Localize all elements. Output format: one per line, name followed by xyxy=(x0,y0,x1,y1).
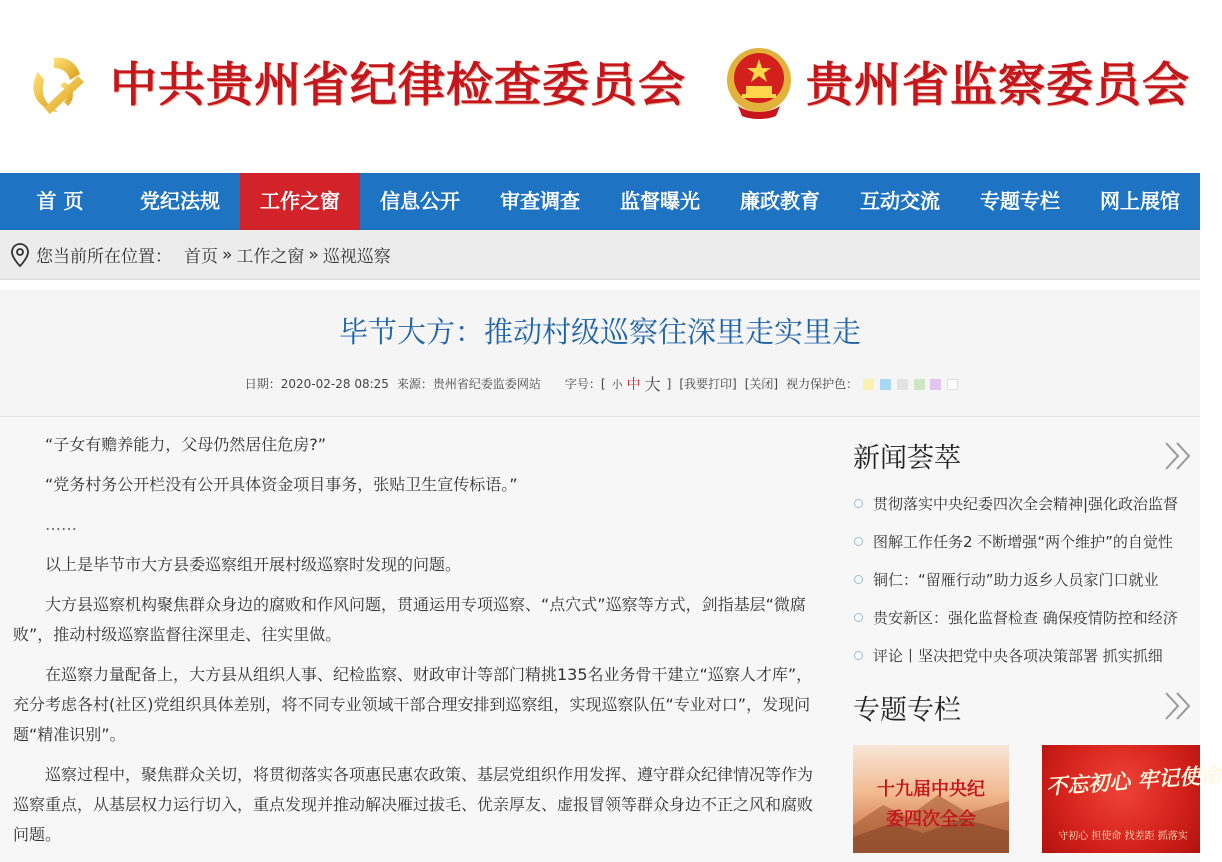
article-date: 日期：2020-02-28 08:25 xyxy=(244,377,389,391)
news-more-chevron-icon[interactable] xyxy=(1163,440,1193,472)
promo-original-aspiration-banner[interactable] xyxy=(1042,745,1222,853)
print-link[interactable]: [我要打印] xyxy=(679,377,737,391)
vision-color-swatch[interactable] xyxy=(947,379,958,390)
breadcrumb-inspection[interactable]: 巡视巡察 xyxy=(322,247,391,267)
news-item[interactable]: 贵安新区：强化监督检查 确保疫情防控和经济 xyxy=(853,602,1198,640)
location-pin-icon xyxy=(10,243,30,267)
font-size-medium-button[interactable]: 中 xyxy=(626,376,641,393)
national-emblem-icon xyxy=(724,44,794,120)
news-item[interactable]: 贯彻落实中央纪委四次全会精神|强化政治监督 xyxy=(853,488,1198,526)
vision-protection-label: 视力保护色： xyxy=(786,377,859,391)
article-paragraph: “子女有赡养能力，父母仍然居住危房?” xyxy=(45,435,327,454)
article-paragraph: 巡察过程中，聚焦群众关切，将贯彻落实各项惠民惠农政策、基层党组织作用发挥、遵守群众纪律情况等作为巡察重点，从基层权力运行切入，重点发现并推动解决雁过拔毛、优亲厚友、虚报冒领等群众身边不正之风和腐败问题。 xyxy=(13,765,814,844)
breadcrumb-separator: » xyxy=(308,244,319,265)
news-section-title: 新闻荟萃 xyxy=(853,443,961,474)
breadcrumb xyxy=(0,230,1200,280)
nav-item-regulations[interactable]: 党纪法规 xyxy=(140,189,220,213)
font-size-label: 字号：[ xyxy=(564,377,606,391)
vision-color-swatch[interactable] xyxy=(863,379,874,390)
nav-item-work-window[interactable]: 工作之窗 xyxy=(240,173,360,230)
font-size-large-button[interactable]: 大 xyxy=(644,375,661,394)
nav-item-home[interactable]: 首 页 xyxy=(36,189,84,213)
vision-color-swatch[interactable] xyxy=(880,379,891,390)
article-source: 来源：贵州省纪委监委网站 xyxy=(396,377,541,391)
article-title: 毕节大方：推动村级巡察往深里走实里走 xyxy=(338,315,861,349)
nav-item-online-exhibition[interactable]: 网上展馆 xyxy=(1100,189,1180,213)
breadcrumb-work-window[interactable]: 工作之窗 xyxy=(236,247,305,267)
news-item[interactable]: 铜仁：“留雁行动”助力返乡人员家门口就业 xyxy=(853,564,1198,602)
nav-item-special-topics[interactable]: 专题专栏 xyxy=(980,189,1060,213)
breadcrumb-prefix: 您当前所在位置： xyxy=(36,247,172,267)
vision-swatches xyxy=(862,377,959,391)
nav-item-investigation[interactable]: 审查调查 xyxy=(500,189,580,213)
nav-item-exposure[interactable]: 监督曝光 xyxy=(620,189,700,213)
promo-plenary-session-banner[interactable] xyxy=(853,745,1009,853)
promo-aspiration-text: 不忘初心 牢记使命 xyxy=(1045,761,1222,800)
nav-item-interaction[interactable]: 互动交流 xyxy=(860,189,940,213)
breadcrumb-separator: » xyxy=(222,244,233,265)
topics-section-title: 专题专栏 xyxy=(853,695,961,726)
main-nav xyxy=(0,173,1200,230)
nav-item-integrity-education[interactable]: 廉政教育 xyxy=(740,189,820,213)
vision-color-swatch[interactable] xyxy=(930,379,941,390)
promo-plenary-text: 十九届中央纪委四次全会 xyxy=(877,779,985,830)
news-list xyxy=(853,488,1198,678)
nav-item-disclosure[interactable]: 信息公开 xyxy=(380,189,460,213)
article-paragraph: 在巡察力量配备上，大方县从组织人事、纪检监察、财政审计等部门精挑135名业务骨干建立“巡察人才库”，充分考虑各村(社区)党组织具体差别，将不同专业领域干部合理安排到巡察组，实现巡察队伍“专业对口”，发现问题“精准识别”。 xyxy=(13,665,813,744)
article-body xyxy=(13,430,816,860)
article-paragraph: 以上是毕节市大方县委巡察组开展村级巡察时发现的问题。 xyxy=(45,555,462,574)
supervision-committee-title: 贵州省监察委员会 xyxy=(806,58,1190,113)
topics-more-chevron-icon[interactable] xyxy=(1163,690,1193,722)
news-item[interactable]: 图解工作任务2 不断增强“两个维护”的自觉性 xyxy=(853,526,1198,564)
breadcrumb-home[interactable]: 首页 xyxy=(184,247,218,267)
vision-color-swatch[interactable] xyxy=(897,379,908,390)
article-paragraph: “党务村务公开栏没有公开具体资金项目事务，张贴卫生宣传标语。” xyxy=(45,475,518,494)
site-banner xyxy=(0,0,1200,173)
article-paragraph: …… xyxy=(45,515,77,534)
close-link[interactable]: [关闭] xyxy=(744,377,779,391)
party-emblem-icon xyxy=(24,50,92,118)
article-header xyxy=(0,290,1200,417)
article-paragraph: 大方县巡察机构聚焦群众身边的腐败和作风问题，贯通运用专项巡察、“点穴式”巡察等方式，剑指基层“微腐败”，推动村级巡察监督往深里走、往实里做。 xyxy=(13,595,806,644)
font-size-small-button[interactable]: 小 xyxy=(611,377,623,391)
party-committee-title: 中共贵州省纪律检查委员会 xyxy=(110,58,686,113)
font-size-close-bracket: ] xyxy=(666,376,672,391)
promo-aspiration-subtext: 守初心 担使命 找差距 抓落实 xyxy=(1058,831,1188,842)
vision-color-swatch[interactable] xyxy=(914,379,925,390)
article-meta xyxy=(0,372,1200,395)
news-item[interactable]: 评论丨坚决把党中央各项决策部署 抓实抓细 xyxy=(853,640,1198,678)
